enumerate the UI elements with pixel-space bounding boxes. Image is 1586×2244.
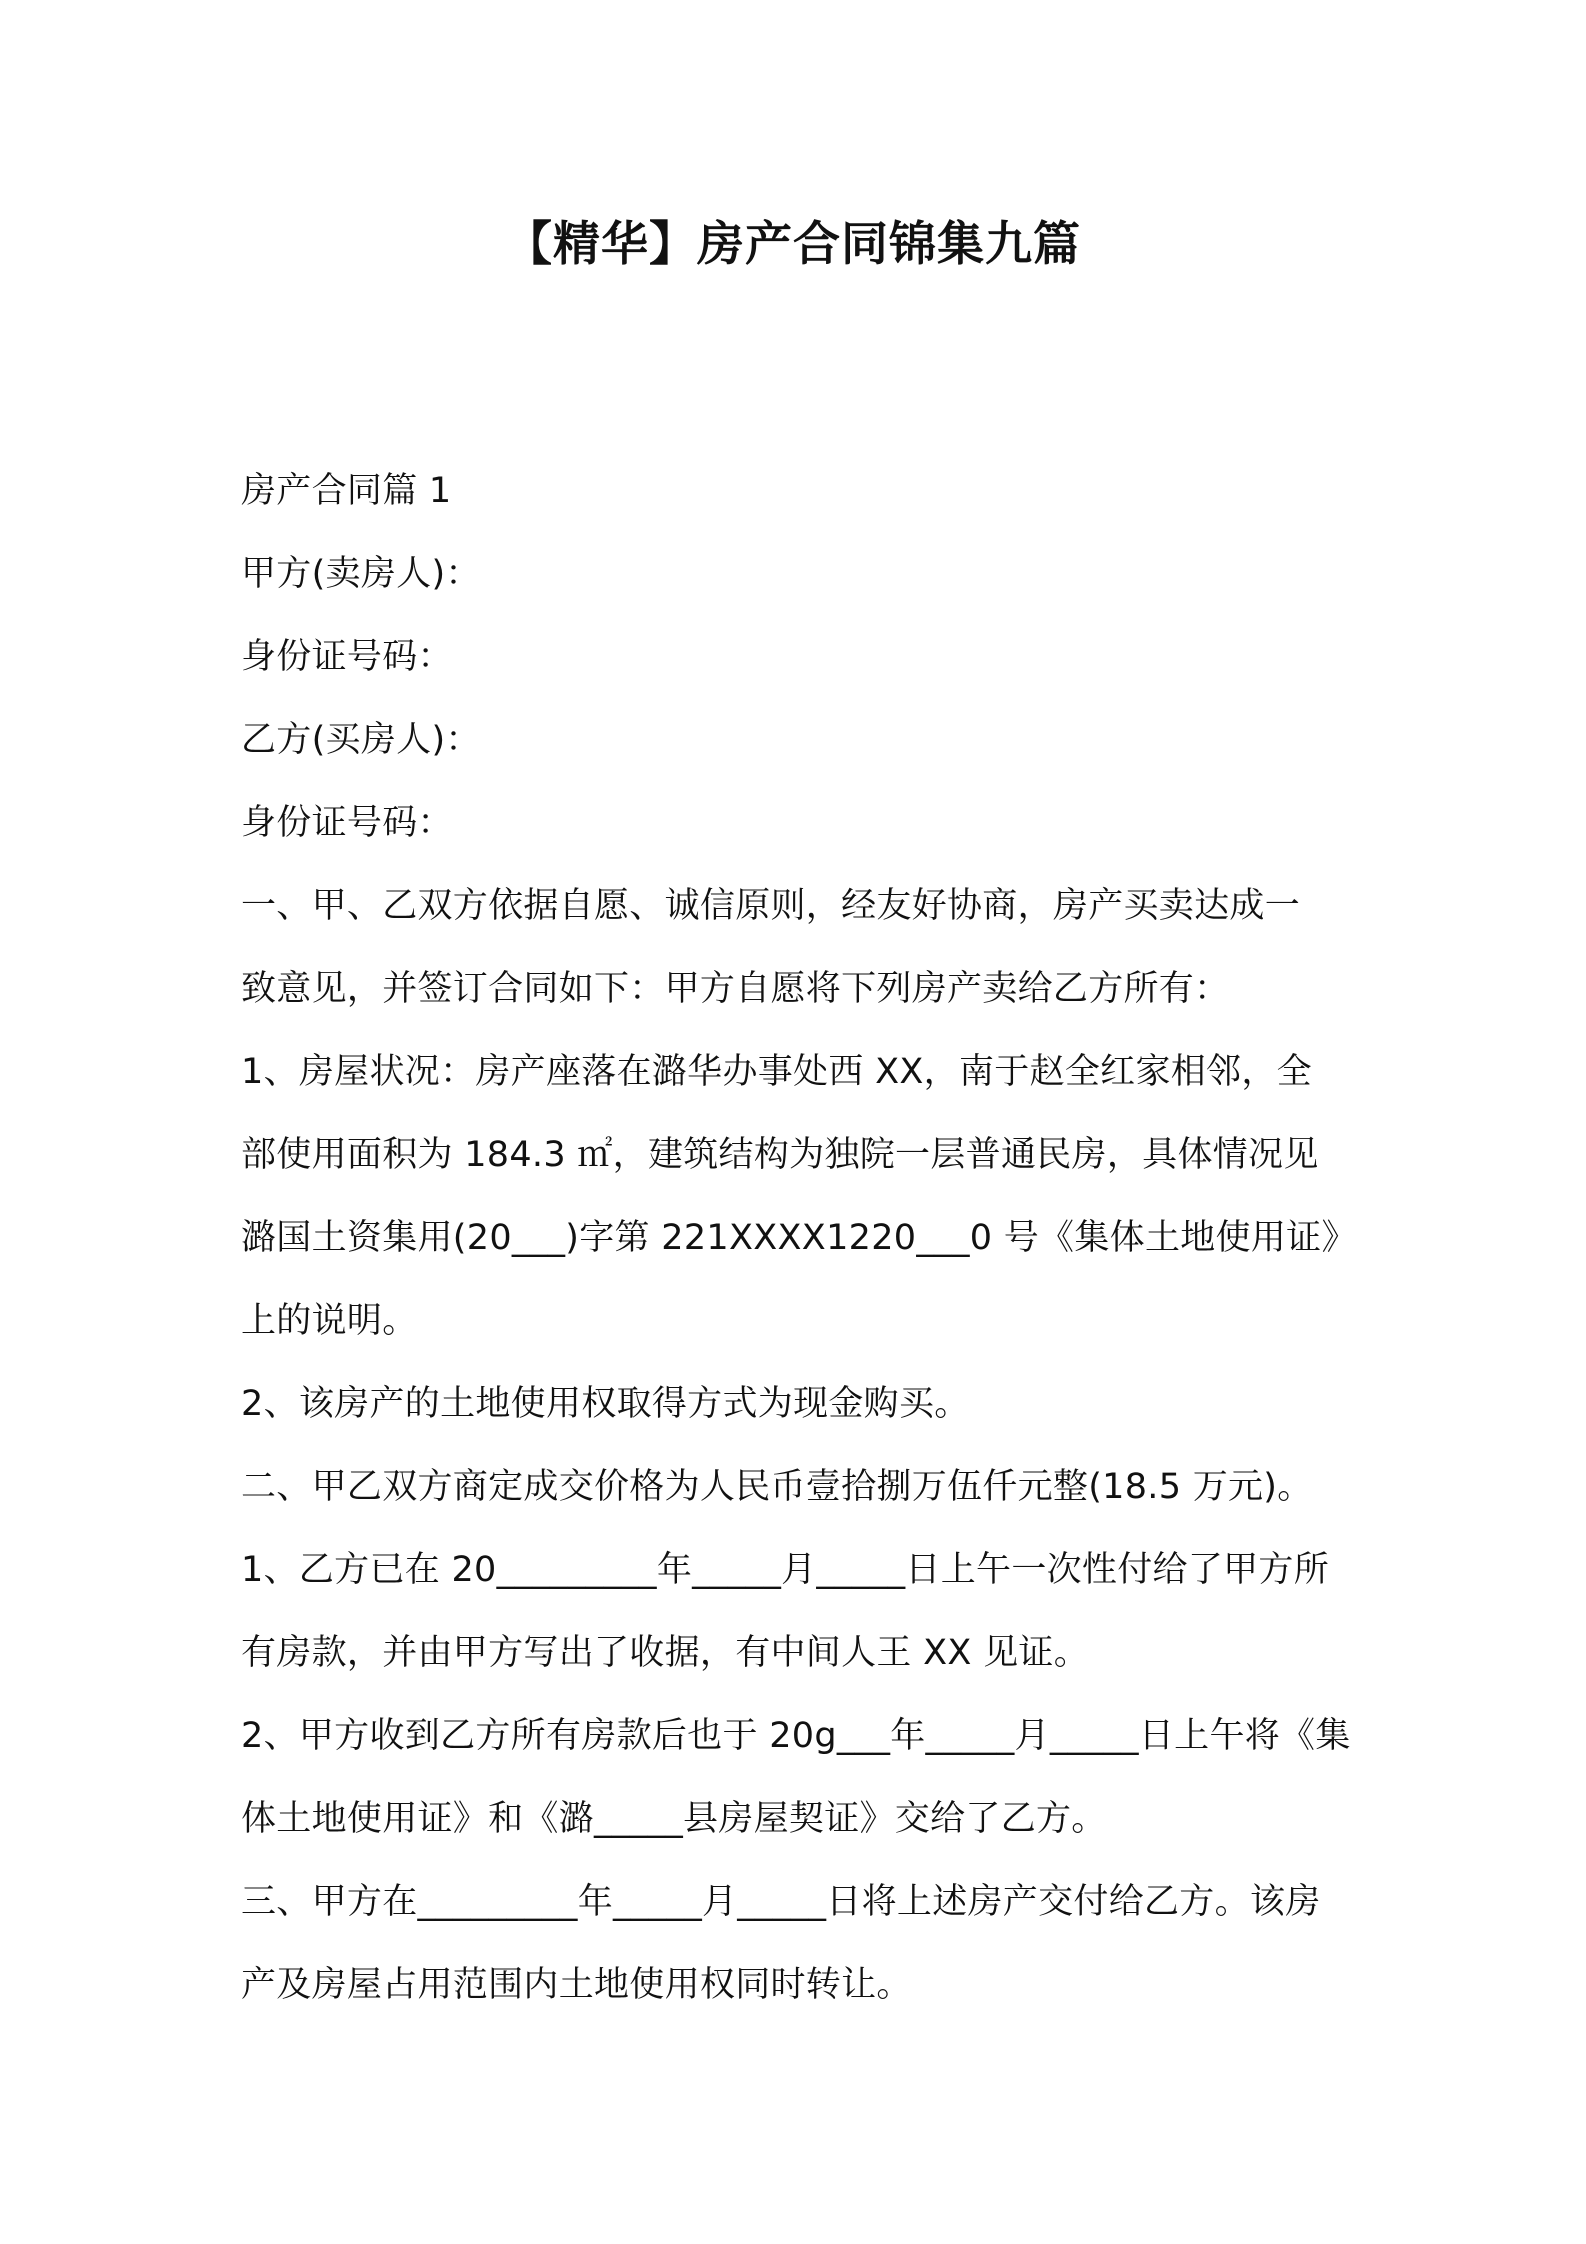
party-a-field: 甲方(卖房人)： (241, 554, 481, 594)
paragraph-line: 一、甲、乙双方依据自愿、诚信原则，经友好协商，房产买卖达成一 (241, 886, 1301, 926)
paragraph-line: 产及房屋占用范围内土地使用权同时转让。 (241, 1965, 912, 2005)
paragraph-line: 部使用面积为 184.3 ㎡，建筑结构为独院一层普通民房，具体情况见 (241, 1135, 1319, 1175)
paragraph-line: 上的说明。 (241, 1301, 418, 1341)
document-title: 【精华】房产合同锦集九篇 (505, 217, 1081, 272)
paragraph-line: 2、甲方收到乙方所有房款后也于 20g___年_____月_____日上午将《集 (241, 1716, 1351, 1756)
party-a-id-field: 身份证号码： (241, 637, 453, 677)
paragraph-line: 有房款，并由甲方写出了收据，有中间人王 XX 见证。 (241, 1633, 1090, 1673)
paragraph-line: 体土地使用证》和《潞_____县房屋契证》交给了乙方。 (241, 1799, 1107, 1839)
document-body (241, 450, 1361, 2027)
paragraph-line: 1、乙方已在 20_________年_____月_____日上午一次性付给了甲方所 (241, 1550, 1330, 1590)
paragraph-line: 潞国土资集用(20___)字第 221XXXX1220___0 号《集体土地使用证》 (241, 1218, 1357, 1258)
section-heading: 房产合同篇 1 (241, 471, 452, 511)
party-b-field: 乙方(买房人)： (241, 720, 481, 760)
paragraph-line: 二、甲乙双方商定成交价格为人民币壹拾捌万伍仟元整(18.5 万元)。 (241, 1467, 1313, 1507)
paragraph-line: 致意见，并签订合同如下：甲方自愿将下列房产卖给乙方所有： (241, 969, 1230, 1009)
party-b-id-field: 身份证号码： (241, 803, 453, 843)
paragraph-line: 2、该房产的土地使用权取得方式为现金购买。 (241, 1384, 970, 1424)
paragraph-line: 三、甲方在_________年_____月_____日将上述房产交付给乙方。该房 (241, 1882, 1321, 1922)
paragraph-line: 1、房屋状况：房产座落在潞华办事处西 XX，南于赵全红家相邻，全 (241, 1052, 1312, 1092)
